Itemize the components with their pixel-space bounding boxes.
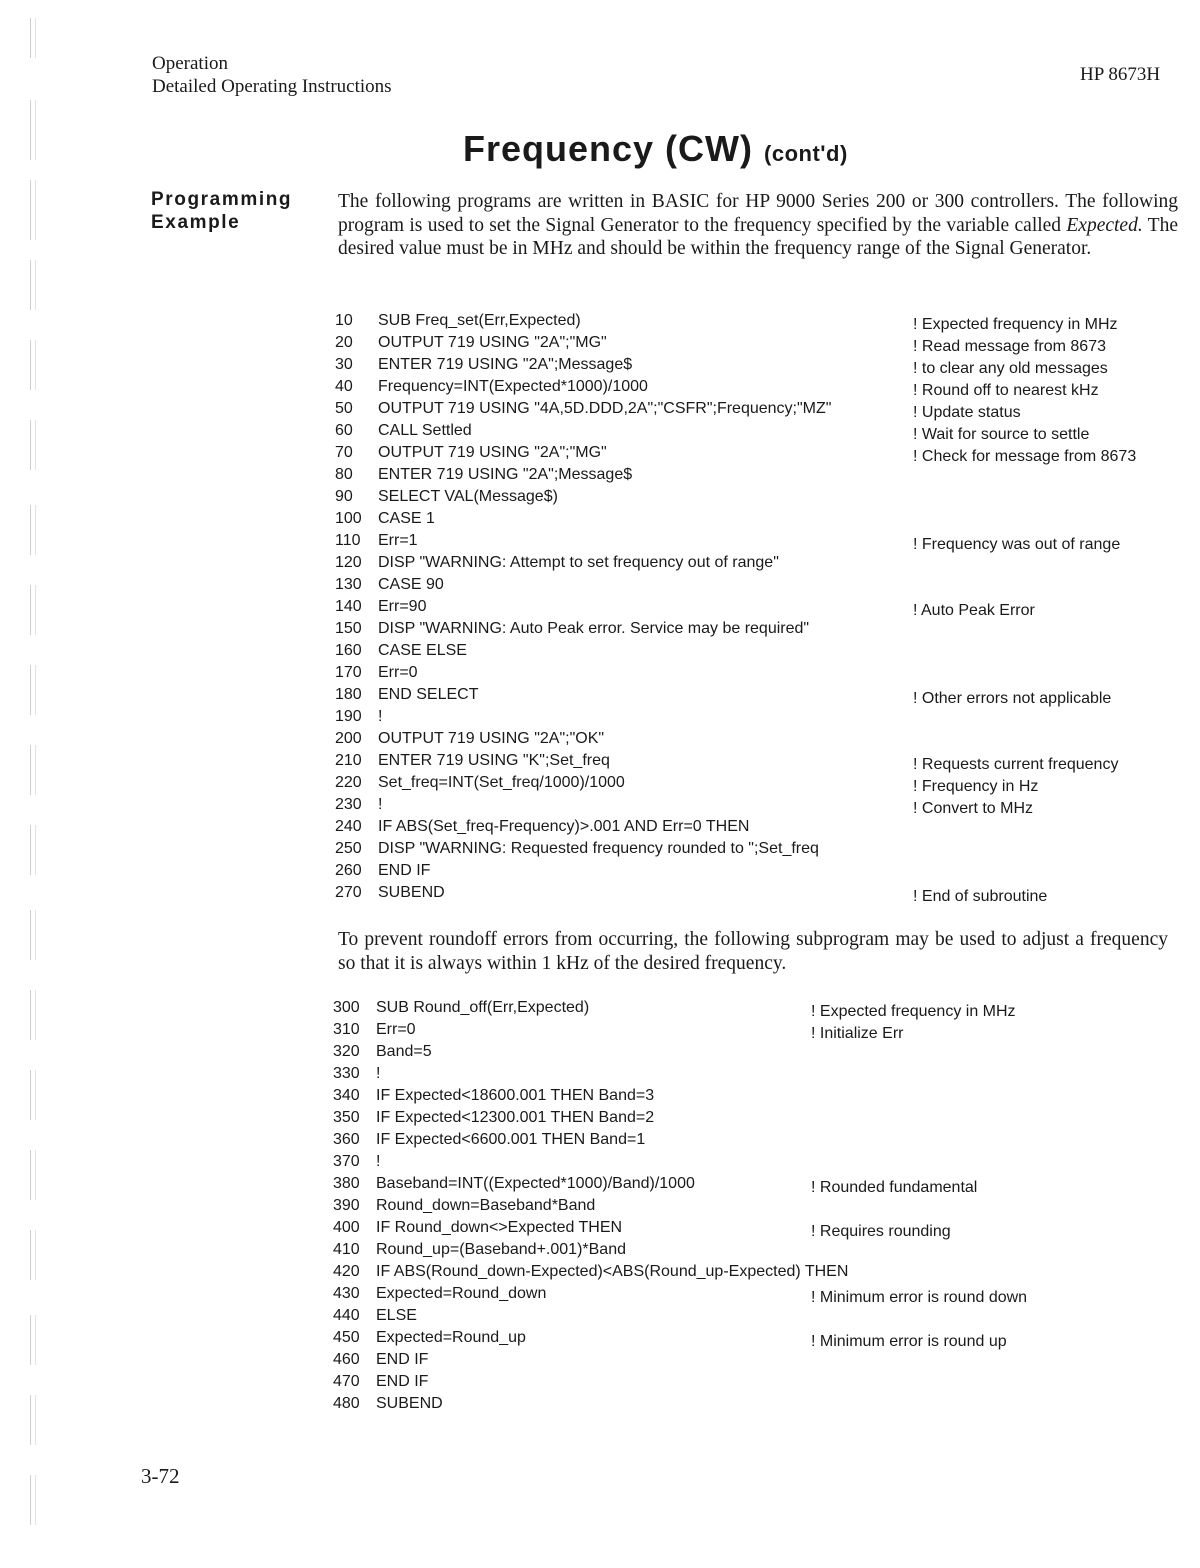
code-statement: SELECT VAL(Message$) bbox=[378, 488, 558, 505]
code-comment: ! Expected frequency in MHz bbox=[811, 1003, 1016, 1020]
code-statement: CASE 90 bbox=[378, 576, 444, 593]
code-statement: DISP "WARNING: Auto Peak error. Service may be required" bbox=[378, 620, 810, 637]
code-line bbox=[333, 1041, 1183, 1063]
header-subsection: Detailed Operating Instructions bbox=[152, 76, 392, 97]
code-line bbox=[333, 1085, 1183, 1107]
code-comment: ! Rounded fundamental bbox=[811, 1179, 978, 1196]
code-statement: END IF bbox=[376, 1373, 429, 1390]
scan-edge-mark bbox=[30, 18, 36, 58]
scan-edge-mark bbox=[30, 990, 36, 1040]
code-line-number: 240 bbox=[335, 818, 362, 835]
intro-text-after: The desired value must be in MHz and should be within the frequency range of the Signal Generator. bbox=[338, 214, 1179, 259]
code-line-number: 400 bbox=[333, 1219, 360, 1236]
code-line bbox=[335, 618, 1185, 640]
code-line-number: 20 bbox=[335, 334, 353, 351]
code-line bbox=[335, 794, 1185, 816]
code-statement: DISP "WARNING: Requested frequency rounded to ";Set_freq bbox=[378, 840, 819, 857]
code-line bbox=[335, 310, 1185, 332]
code-statement: Err=0 bbox=[378, 664, 418, 681]
code-line-number: 110 bbox=[335, 532, 361, 549]
code-line-number: 120 bbox=[335, 554, 362, 571]
code-comment: ! Round off to nearest kHz bbox=[913, 382, 1099, 399]
intro-variable: Expected. bbox=[1066, 214, 1143, 236]
code-line bbox=[333, 1305, 1183, 1327]
page-number: 3-72 bbox=[141, 1464, 180, 1488]
code-line-number: 340 bbox=[333, 1087, 360, 1104]
scan-edge-mark bbox=[30, 1150, 36, 1200]
code-statement: IF Expected<6600.001 THEN Band=1 bbox=[376, 1131, 646, 1148]
code-line bbox=[333, 1239, 1183, 1261]
code-statement: Baseband=INT((Expected*1000)/Band)/1000 bbox=[376, 1175, 695, 1192]
code-comment: ! Frequency was out of range bbox=[913, 536, 1121, 553]
code-line bbox=[335, 508, 1185, 530]
code-comment: ! Requires rounding bbox=[811, 1223, 951, 1240]
code-line-number: 270 bbox=[335, 884, 362, 901]
program-listing-round-off bbox=[333, 997, 1183, 1415]
code-line bbox=[333, 1151, 1183, 1173]
code-line-number: 310 bbox=[333, 1021, 360, 1038]
code-line-number: 380 bbox=[333, 1175, 360, 1192]
scan-edge-mark bbox=[30, 260, 36, 310]
code-statement: Err=0 bbox=[376, 1021, 416, 1038]
code-line-number: 150 bbox=[335, 620, 362, 637]
code-line bbox=[333, 1129, 1183, 1151]
code-statement: SUB Round_off(Err,Expected) bbox=[376, 999, 590, 1016]
code-comment: ! to clear any old messages bbox=[913, 360, 1108, 377]
code-line bbox=[335, 574, 1185, 596]
code-line bbox=[335, 332, 1185, 354]
code-statement: Err=90 bbox=[378, 598, 427, 615]
code-line-number: 170 bbox=[335, 664, 362, 681]
code-comment: ! Minimum error is round up bbox=[811, 1333, 1007, 1350]
code-line bbox=[335, 706, 1185, 728]
scan-edge-mark bbox=[30, 1070, 36, 1120]
code-line-number: 100 bbox=[335, 510, 362, 527]
scan-edge-mark bbox=[30, 585, 36, 635]
scan-edge-mark bbox=[30, 180, 36, 240]
code-line-number: 10 bbox=[335, 312, 353, 329]
code-line-number: 30 bbox=[335, 356, 353, 373]
code-statement: OUTPUT 719 USING "2A";"MG" bbox=[378, 444, 607, 461]
code-comment: ! End of subroutine bbox=[913, 888, 1048, 905]
code-line-number: 470 bbox=[333, 1373, 360, 1390]
code-comment: ! Other errors not applicable bbox=[913, 690, 1112, 707]
code-statement: OUTPUT 719 USING "2A";"MG" bbox=[378, 334, 607, 351]
code-line-number: 190 bbox=[335, 708, 362, 725]
program1-end-comment-row bbox=[335, 882, 1185, 904]
code-line bbox=[333, 1371, 1183, 1393]
code-line-number: 300 bbox=[333, 999, 360, 1016]
code-statement: END IF bbox=[376, 1351, 429, 1368]
code-line-number: 80 bbox=[335, 466, 353, 483]
code-statement: ENTER 719 USING "2A";Message$ bbox=[378, 356, 633, 373]
code-line-number: 420 bbox=[333, 1263, 360, 1280]
code-line-number: 210 bbox=[335, 752, 362, 769]
code-line-number: 70 bbox=[335, 444, 353, 461]
code-statement: SUB Freq_set(Err,Expected) bbox=[378, 312, 581, 329]
code-line bbox=[335, 486, 1185, 508]
side-heading-line: Programming bbox=[151, 189, 293, 210]
code-statement: SUBEND bbox=[376, 1395, 443, 1412]
code-line bbox=[335, 728, 1185, 750]
code-line-number: 480 bbox=[333, 1395, 360, 1412]
code-comment: ! Requests current frequency bbox=[913, 756, 1119, 773]
code-statement: DISP "WARNING: Attempt to set frequency out of range" bbox=[378, 554, 779, 571]
code-line bbox=[335, 398, 1185, 420]
code-comment: ! Convert to MHz bbox=[913, 800, 1034, 817]
code-line bbox=[335, 750, 1185, 772]
code-line-number: 250 bbox=[335, 840, 362, 857]
code-line bbox=[333, 1217, 1183, 1239]
code-statement: CASE 1 bbox=[378, 510, 435, 527]
scan-edge-mark bbox=[30, 1315, 36, 1365]
code-line bbox=[335, 838, 1185, 860]
code-statement: Expected=Round_up bbox=[376, 1329, 526, 1346]
code-comment: ! Minimum error is round down bbox=[811, 1289, 1028, 1306]
header-model: HP 8673H bbox=[1080, 64, 1161, 85]
side-heading bbox=[151, 188, 292, 234]
scan-edge-mark bbox=[30, 745, 36, 795]
code-statement: ! bbox=[376, 1153, 381, 1170]
code-comment: ! Initialize Err bbox=[811, 1025, 904, 1042]
code-statement: Frequency=INT(Expected*1000)/1000 bbox=[378, 378, 648, 395]
side-heading-line: Example bbox=[151, 212, 241, 233]
code-line-number: 220 bbox=[335, 774, 362, 791]
code-line bbox=[335, 420, 1185, 442]
code-line bbox=[333, 1195, 1183, 1217]
code-line bbox=[335, 354, 1185, 376]
roundoff-paragraph: To prevent roundoff errors from occurring, the following subprogram may be used to adjust a frequency so that it is always within 1 kHz of the desired frequency. bbox=[338, 929, 1168, 974]
scan-edge-mark bbox=[30, 340, 36, 390]
program-listing-freq-set bbox=[335, 310, 1185, 904]
code-statement: OUTPUT 719 USING "4A,5D.DDD,2A";"CSFR";Frequency;"MZ" bbox=[378, 400, 832, 417]
code-line bbox=[335, 464, 1185, 486]
code-line-number: 390 bbox=[333, 1197, 360, 1214]
intro-paragraph bbox=[338, 190, 1178, 261]
code-statement: ! bbox=[376, 1065, 381, 1082]
code-line bbox=[333, 1327, 1183, 1349]
code-statement: OUTPUT 719 USING "2A";"OK" bbox=[378, 730, 605, 747]
code-statement: SUBEND bbox=[378, 884, 445, 901]
code-comment: ! Auto Peak Error bbox=[913, 602, 1035, 619]
code-statement: END IF bbox=[378, 862, 431, 879]
code-line bbox=[335, 376, 1185, 398]
code-line bbox=[335, 530, 1185, 552]
scan-edge-mark bbox=[30, 910, 36, 960]
scan-edge-mark bbox=[30, 1475, 36, 1525]
code-line bbox=[335, 640, 1185, 662]
code-line-number: 160 bbox=[335, 642, 362, 659]
code-line bbox=[333, 1107, 1183, 1129]
code-statement: IF Round_down<>Expected THEN bbox=[376, 1219, 623, 1236]
code-statement: Set_freq=INT(Set_freq/1000)/1000 bbox=[378, 774, 625, 791]
code-line-number: 230 bbox=[335, 796, 362, 813]
code-line-number: 410 bbox=[333, 1241, 360, 1258]
code-statement: Expected=Round_down bbox=[376, 1285, 547, 1302]
code-line-number: 460 bbox=[333, 1351, 360, 1368]
code-line bbox=[335, 860, 1185, 882]
code-comment: ! Read message from 8673 bbox=[913, 338, 1106, 355]
page-title-main: Frequency (CW) bbox=[463, 128, 754, 169]
code-statement: END SELECT bbox=[378, 686, 479, 703]
code-statement: IF Expected<12300.001 THEN Band=2 bbox=[376, 1109, 655, 1126]
code-line-number: 60 bbox=[335, 422, 353, 439]
code-line bbox=[333, 1283, 1183, 1305]
code-line-number: 180 bbox=[335, 686, 362, 703]
code-line bbox=[335, 552, 1185, 574]
code-comment: ! Frequency in Hz bbox=[913, 778, 1039, 795]
code-statement: IF Expected<18600.001 THEN Band=3 bbox=[376, 1087, 655, 1104]
scan-edge-mark bbox=[30, 1395, 36, 1445]
code-statement: Band=5 bbox=[376, 1043, 432, 1060]
code-line bbox=[333, 1261, 1183, 1283]
code-line bbox=[333, 1019, 1183, 1041]
code-line-number: 360 bbox=[333, 1131, 360, 1148]
scan-edge-mark bbox=[30, 100, 36, 160]
code-line-number: 50 bbox=[335, 400, 353, 417]
code-line bbox=[333, 1063, 1183, 1085]
scan-edge-mark bbox=[30, 420, 36, 470]
code-line-number: 200 bbox=[335, 730, 362, 747]
code-line bbox=[335, 596, 1185, 618]
header-section: Operation bbox=[152, 53, 228, 74]
code-line-number: 430 bbox=[333, 1285, 360, 1302]
code-line bbox=[333, 1393, 1183, 1415]
code-statement: ELSE bbox=[376, 1307, 417, 1324]
code-line-number: 260 bbox=[335, 862, 362, 879]
scan-edge-mark bbox=[30, 1230, 36, 1280]
intro-text-before: The following programs are written in BASIC for HP 9000 Series 200 or 300 controllers. The following program is used to set the Signal Generator to the frequency specified by the variable called bbox=[338, 191, 1178, 236]
code-statement: ! bbox=[378, 708, 383, 725]
code-statement: ENTER 719 USING "2A";Message$ bbox=[378, 466, 633, 483]
code-statement: IF ABS(Set_freq-Frequency)>.001 AND Err=0 THEN bbox=[378, 818, 750, 835]
code-line-number: 140 bbox=[335, 598, 362, 615]
code-statement: CASE ELSE bbox=[378, 642, 467, 659]
code-statement: Err=1 bbox=[378, 532, 418, 549]
code-line bbox=[335, 442, 1185, 464]
code-line-number: 370 bbox=[333, 1153, 360, 1170]
scan-edge-mark bbox=[30, 825, 36, 875]
code-statement: Round_down=Baseband*Band bbox=[376, 1197, 596, 1214]
scan-edge-mark bbox=[30, 665, 36, 715]
code-line bbox=[335, 662, 1185, 684]
code-line bbox=[335, 684, 1185, 706]
code-comment: ! Check for message from 8673 bbox=[913, 448, 1137, 465]
code-line-number: 330 bbox=[333, 1065, 360, 1082]
code-line-number: 320 bbox=[333, 1043, 360, 1060]
code-statement: ! bbox=[378, 796, 383, 813]
code-line bbox=[333, 997, 1183, 1019]
code-statement: ENTER 719 USING "K";Set_freq bbox=[378, 752, 610, 769]
code-statement: Round_up=(Baseband+.001)*Band bbox=[376, 1241, 626, 1258]
running-header bbox=[152, 52, 392, 98]
code-line-number: 90 bbox=[335, 488, 353, 505]
code-line-number: 130 bbox=[335, 576, 362, 593]
code-comment: ! Update status bbox=[913, 404, 1021, 421]
code-line bbox=[333, 1173, 1183, 1195]
code-line-number: 450 bbox=[333, 1329, 360, 1346]
code-line-number: 40 bbox=[335, 378, 353, 395]
code-line bbox=[335, 772, 1185, 794]
page-title bbox=[463, 128, 848, 170]
code-comment: ! Wait for source to settle bbox=[913, 426, 1090, 443]
code-line bbox=[333, 1349, 1183, 1371]
code-line-number: 350 bbox=[333, 1109, 360, 1126]
scan-edge-mark bbox=[30, 505, 36, 555]
code-comment: ! Expected frequency in MHz bbox=[913, 316, 1118, 333]
code-line-number: 440 bbox=[333, 1307, 360, 1324]
code-statement: CALL Settled bbox=[378, 422, 472, 439]
code-line bbox=[335, 816, 1185, 838]
page-title-suffix: (cont'd) bbox=[764, 141, 848, 166]
code-statement: IF ABS(Round_down-Expected)<ABS(Round_up-Expected) THEN bbox=[376, 1263, 849, 1280]
